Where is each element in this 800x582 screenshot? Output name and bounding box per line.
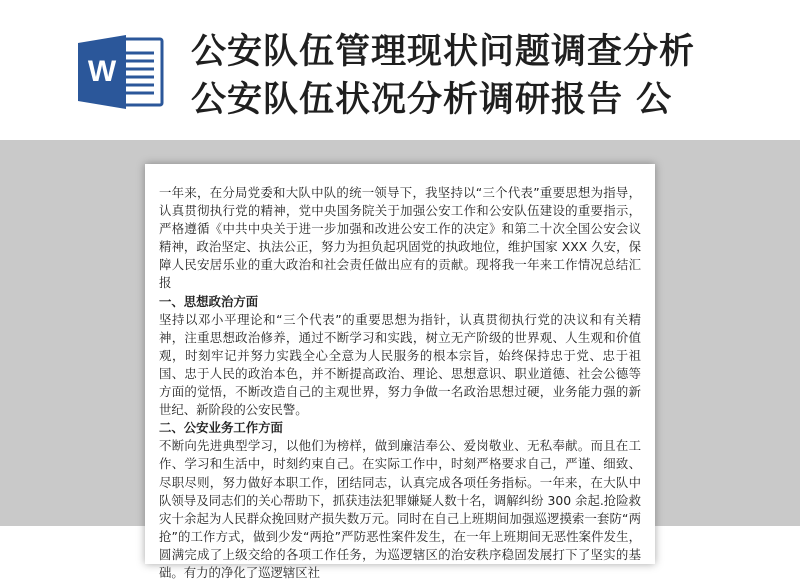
document-preview-area [0, 140, 800, 580]
document-page [145, 164, 655, 580]
document-title-line-1: 公安队伍管理现状问题调查分析 [191, 32, 696, 72]
body-paragraph-3: 不断向先进典型学习，以他们为榜样，做到廉洁奉公、爱岗敬业、无私奉献。而且在工作、学习和生活中，时刻约束自己。在实际工作中，时刻严格要求自己，严谨、细致、尽职尽则，努力做好本职工作，团结同志，认真完成各项任务指标。一年来，在大队中队领导及同志们的关心帮助下，抓获违法犯罪嫌疑人数十名，调解纠纷 300 余起.抢险救灾十余起为人民群众挽回财产损失数万元。同时在自己上班期间加强巡逻摸索一套防“两抢”的工作方式，做到少发“两抢”严防恶性案件发生，在一年上班期间无恶性案件发生，圆满完成了上级交给的各项工作任务，为巡逻辖区的治安秩序稳固发展打下了坚实的基础。有力的净化了巡逻辖区社 [159, 438, 641, 580]
body-paragraph-intro: 一年来，在分局党委和大队中队的统一领导下，我坚持以“三个代表”重要思想为指导，认真贯彻执行党的精神，党中央国务院关于加强公安工作和公安队伍建设的重要指示，严格遵循《中共中央关于进一步加强和改进公安工作的决定》和第二十次全国公安会议精神，政治坚定、执法公正，努力为担负起巩固党的执政地位，维护国家 XXX 久安，保障人民安居乐业的重大政治和社会责任做出应有的贡献。现将我一年来工作情况总结汇报 [159, 185, 641, 291]
document-header [0, 0, 800, 140]
word-icon-letter: W [87, 55, 117, 88]
section-heading-2: 二、公安业务工作方面 [159, 420, 283, 436]
document-title-line-2: 公安队伍状况分析调研报告 公 [191, 80, 673, 120]
section-heading-1: 一、思想政治方面 [159, 293, 259, 309]
body-paragraph-2: 坚持以邓小平理论和“三个代表”的重要思想为指针，认真贯彻执行党的决议和有关精神，注重思想政治修养，通过不断学习和实践，树立无产阶级的世界观、人生观和价值观，时刻牢记并努力实践全心全意为人民服务的根本宗旨，始终保持忠于党、忠于祖国、忠于人民的政治本色，并不断提高政治、理论、思想意识、职业道德、社会公德等方面的觉悟，不断改造自己的主观世界，努力争做一名政治思想过硬，业务能力强的新世纪、新阶段的公安民警。 [159, 311, 641, 418]
word-document-icon [76, 33, 166, 111]
